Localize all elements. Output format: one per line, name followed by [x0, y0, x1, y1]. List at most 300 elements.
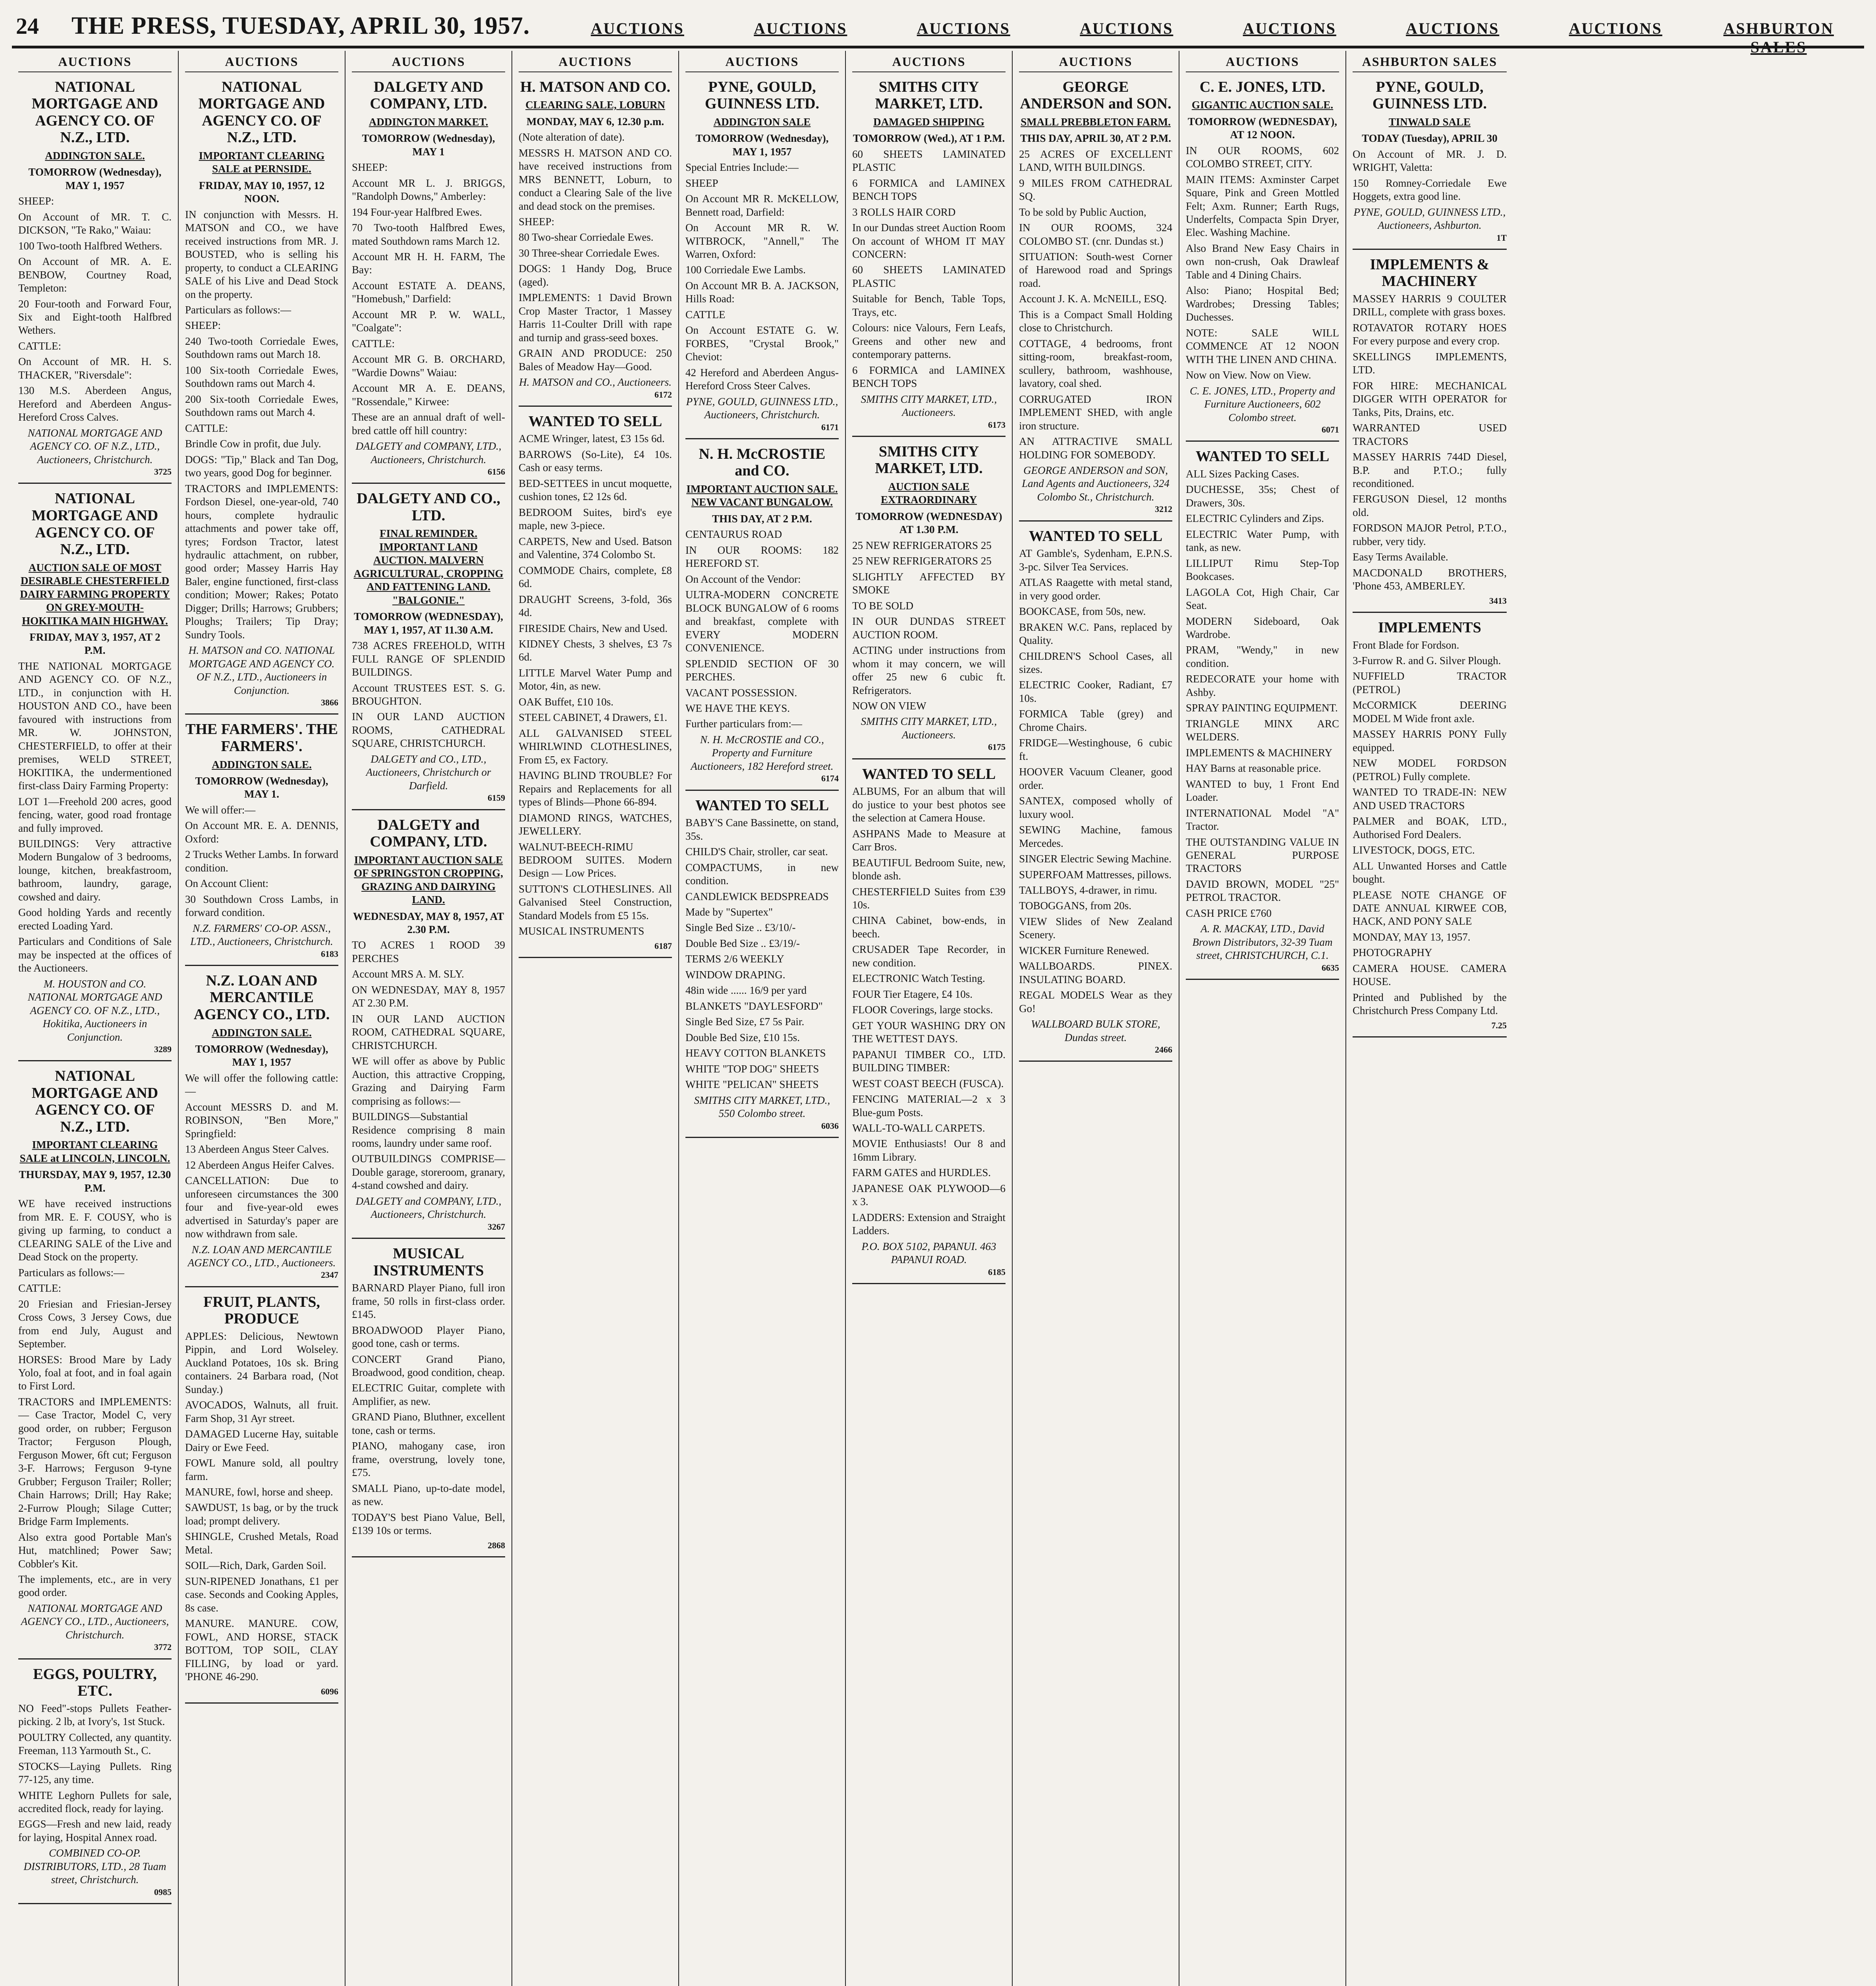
ad-text: EGGS—Fresh and new laid, ready for laying, Hospital Annex road.: [18, 1818, 172, 1843]
ad-text: Made by "Supertex": [685, 906, 773, 918]
ad-text: WALNUT-BEECH-RIMU BEDROOM SUITES. Modern Design — Low Prices.: [519, 840, 672, 879]
ad-text: Also: Piano; Hospital Bed; Wardrobes; Dressing Tables; Duchesses.: [1186, 284, 1339, 323]
ad-text: WANTED to buy, 1 Front End Loader.: [1186, 778, 1339, 804]
ad-text: ELECTRIC Cooker, Radiant, £7 10s.: [1019, 679, 1172, 704]
ad-text: 12 Aberdeen Angus Heifer Calves.: [185, 1159, 334, 1171]
ad-text: Special Entries Include:—: [685, 161, 799, 174]
advertisement: [1353, 253, 1507, 613]
ad-text: STOCKS—Laying Pullets. Ring 77-125, any time.: [18, 1760, 172, 1786]
ad-subtitle: ADDINGTON MARKET.: [369, 116, 488, 128]
ad-text: CATTLE:: [185, 422, 228, 434]
ad-signature: C. E. JONES, LTD., Property and Furniture Auctioneers, 602 Colombo street.: [1190, 384, 1335, 423]
ad-text: Account MR G. B. ORCHARD, "Wardie Downs" Waiau:: [352, 353, 505, 379]
ad-title: SMITHS CITY MARKET, LTD.: [875, 443, 983, 477]
ad-text: On Account of the Vendor:: [685, 573, 801, 585]
ad-text: 60 SHEETS LAMINATED PLASTIC: [852, 264, 1006, 289]
ad-text: CHINA Cabinet, bow-ends, in beech.: [852, 914, 1006, 940]
ad-text: In our Dundas street Auction Room On account of WHOM IT MAY CONCERN:: [852, 222, 1006, 260]
ad-text: SITUATION: South-west Corner of Harewood road and Springs road.: [1019, 250, 1172, 289]
ad-text: 30 Southdown Cross Lambs, in forward condition.: [185, 893, 338, 919]
ad-text: HEAVY COTTON BLANKETS: [685, 1047, 826, 1059]
ad-subtitle: DAMAGED SHIPPING: [873, 116, 984, 128]
ad-title: GEORGE ANDERSON and SON.: [1020, 78, 1172, 112]
ad-text: BEDROOM Suites, bird's eye maple, new 3-piece.: [519, 506, 672, 532]
ad-text: CARPETS, New and Used. Batson and Valentine, 374 Colombo St.: [519, 535, 672, 561]
ad-signature: COMBINED CO-OP. DISTRIBUTORS, LTD., 28 Tuam street, Christchurch.: [23, 1847, 166, 1886]
ad-text: TRACTORS and IMPLEMENTS:— Case Tractor, Model C, very good order, on rubber; Ferguson Tractor; Ferguson Plough, Ferguson Mower, 6ft cut; Ferguson 3-F. Harrows; Ferguson 9-tyne Grubber; Ferguson Trailer; Roller; Chain Harrows; Drill; Hay Rake; 2-Furrow Plough; Silage Cutter; Bridge Farm Implements.: [18, 1395, 172, 1528]
ad-text: CONCERT Grand Piano, Broadwood, good condition, cheap.: [352, 1353, 505, 1378]
ad-text: MUSICAL INSTRUMENTS: [519, 925, 645, 937]
ad-text: ON WEDNESDAY, MAY 8, 1957 AT 2.30 P.M.: [352, 983, 505, 1009]
ad-text: 240 Two-tooth Corriedale Ewes, Southdown rams out March 18.: [185, 335, 338, 361]
ad-text: BUILDINGS—Substantial Residence comprising 8 main rooms, laundry under same roof.: [352, 1111, 505, 1149]
ad-date: FRIDAY, MAY 10, 1957, 12 NOON.: [199, 179, 325, 205]
ad-text: WICKER Furniture Renewed.: [1019, 944, 1149, 956]
ad-text: TRACTORS and IMPLEMENTS: Fordson Diesel, one-year-old, 740 hours, complete hydraulic attachments and power take off, tyres; Fordson Tractor, latest hydraulic attachment, on rubber, good order; Massey Harris Hay Baler, engine functioned, first-class condition; Mower; Rakes; Potato Digger; Drills; Harrows; Grubbers; Ploughs; Trailers; Tip Dray; Sundry Tools.: [185, 482, 338, 641]
ad-date: THIS DAY, AT 2 P.M.: [712, 512, 812, 525]
ad-text: Single Bed Size, £7 5s Pair.: [685, 1016, 805, 1028]
ad-subtitle: AUCTION SALE EXTRAORDINARY: [880, 480, 977, 506]
ad-subtitle: SMALL PREBBLETON FARM.: [1021, 116, 1171, 128]
ad-text: IN OUR LAND AUCTION ROOMS, CATHEDRAL SQUARE, CHRISTCHURCH.: [352, 711, 505, 750]
ad-text: MESSRS H. MATSON AND CO. have received instructions from MRS BENNETT, Loburn, to conduct a Clearing Sale of the live and dead stock on the premises.: [519, 147, 672, 212]
column: [1013, 51, 1179, 1986]
advertisement: [18, 1663, 172, 1904]
advertisement: [185, 969, 338, 1287]
section-heading: AUCTIONS: [754, 19, 847, 37]
ad-reference: 2868: [488, 1540, 505, 1550]
ad-signature: P.O. BOX 5102, PAPANUI. 463 PAPANUI ROAD.: [861, 1240, 996, 1266]
ad-text: Particulars and Conditions of Sale may be inspected at the offices of the Auctioneers.: [18, 935, 172, 974]
column: [512, 51, 679, 1986]
ad-text: BEAUTIFUL Bedroom Suite, new, blonde ash.: [852, 856, 1006, 882]
ad-text: 200 Six-tooth Corriedale Ewes, Southdown rams out March 4.: [185, 393, 338, 419]
ad-text: 100 Six-tooth Corriedale Ewes, Southdown rams out March 4.: [185, 364, 338, 390]
ad-text: BRAKEN W.C. Pans, replaced by Quality.: [1019, 621, 1172, 647]
ad-signature: N.Z. FARMERS' CO-OP. ASSN., LTD., Auctioneers, Christchurch.: [190, 922, 333, 948]
ad-text: SLIGHTLY AFFECTED BY SMOKE: [852, 570, 1006, 596]
ad-text: Good holding Yards and recently erected Loading Yard.: [18, 906, 172, 932]
ad-text: GET YOUR WASHING DRY ON THE WETTEST DAYS.: [852, 1019, 1006, 1045]
ad-text: Particulars as follows:—: [185, 304, 291, 316]
ad-text: WHITE Leghorn Pullets for sale, accredited flock, ready for laying.: [18, 1789, 172, 1814]
ad-reference: 6175: [988, 742, 1006, 752]
ad-text: IN OUR DUNDAS STREET AUCTION ROOM.: [852, 615, 1006, 641]
ad-title: H. MATSON AND CO.: [520, 78, 671, 95]
ad-text: Further particulars from:—: [685, 718, 802, 730]
ad-subtitle: GIGANTIC AUCTION SALE.: [1191, 99, 1334, 111]
ad-reference: 3866: [321, 697, 338, 708]
ad-text: DUCHESSE, 35s; Chest of Drawers, 30s.: [1186, 483, 1339, 509]
ad-text: ELECTRIC Water Pump, with tank, as new.: [1186, 528, 1339, 554]
ad-text: ELECTRIC Guitar, complete with Amplifier, as new.: [352, 1382, 505, 1407]
ad-signature: NATIONAL MORTGAGE AND AGENCY CO. OF N.Z., LTD., Auctioneers, Christchurch.: [27, 427, 162, 466]
ad-text: CENTAURUS ROAD: [685, 528, 782, 541]
ad-text: FOWL Manure sold, all poultry farm.: [185, 1457, 338, 1482]
ad-text: FIRESIDE Chairs, New and Used.: [519, 622, 668, 634]
ad-text: BARNARD Player Piano, full iron frame, 50 rolls in first-class order. £145.: [352, 1282, 505, 1321]
ad-title: DALGETY AND COMPANY, LTD.: [370, 78, 487, 112]
ad-text: Account MR L. J. BRIGGS, "Randolph Downs," Amberley:: [352, 177, 505, 203]
ad-text: 20 Friesian and Friesian-Jersey Cross Cows, 3 Jersey Cows, due from end July, August and September.: [18, 1298, 172, 1350]
ad-title: NATIONAL MORTGAGE AND AGENCY CO. OF N.Z., LTD.: [198, 78, 325, 146]
ad-text: SANTEX, composed wholly of luxury wool.: [1019, 795, 1172, 820]
ad-date: TODAY (Tuesday), APRIL 30: [1362, 132, 1498, 145]
ad-text: MANURE. MANURE. COW, FOWL, AND HORSE, STACK BOTTOM, TOP SOIL, CLAY FILLING, by load or yard. 'PHONE 46-290.: [185, 1617, 338, 1683]
ad-text: Single Bed Size .. £3/10/-: [685, 922, 796, 934]
ad-text: SEWING Machine, famous Mercedes.: [1019, 824, 1172, 849]
ad-text: BABY'S Cane Bassinette, on stand, 35s.: [685, 817, 839, 842]
ad-subtitle: ADDINGTON SALE.: [212, 758, 312, 771]
ad-text: TODAY'S best Piano Value, Bell, £139 10s or terms.: [352, 1511, 505, 1537]
ad-text: IN OUR ROOMS: 182 HEREFORD ST.: [685, 544, 839, 570]
ad-reference: 6173: [988, 419, 1006, 430]
ad-title: WANTED TO SELL: [695, 797, 829, 814]
advertisement: [1019, 525, 1172, 1062]
ad-subtitle: IMPORTANT CLEARING SALE at LINCOLN, LINCOLN.: [19, 1139, 170, 1164]
ad-text: Account J. K. A. McNEILL, ESQ.: [1019, 293, 1167, 305]
ad-text: BROADWOOD Player Piano, good tone, cash or terms.: [352, 1324, 505, 1350]
section-heading: AUCTIONS: [1406, 19, 1500, 37]
column-heading: AUCTIONS: [185, 54, 338, 72]
ad-title: EGGS, POULTRY, ETC.: [33, 1665, 157, 1700]
ad-title: DALGETY and COMPANY, LTD.: [370, 816, 487, 850]
ad-title: PYNE, GOULD, GUINNESS LTD.: [1372, 78, 1487, 112]
ad-text: THE OUTSTANDING VALUE IN GENERAL PURPOSE TRACTORS: [1186, 836, 1339, 875]
ad-subtitle: ADDINGTON SALE.: [45, 149, 145, 162]
ad-text: Double Bed Size, £10 15s.: [685, 1031, 800, 1043]
ad-text: MACDONALD BROTHERS, 'Phone 453, AMBERLEY.: [1353, 566, 1507, 592]
advertisement: [352, 75, 505, 484]
ad-signature: NATIONAL MORTGAGE AND AGENCY CO., LTD., Auctioneers, Christchurch.: [21, 1602, 169, 1641]
ad-text: Front Blade for Fordson.: [1353, 639, 1459, 651]
ad-text: Account ESTATE A. DEANS, "Homebush," Darfield:: [352, 279, 505, 305]
ad-date: TOMORROW (WEDNESDAY), AT 12 NOON.: [1187, 115, 1338, 141]
ad-signature: SMITHS CITY MARKET, LTD., Auctioneers.: [861, 393, 997, 419]
ad-text: 13 Aberdeen Angus Steer Calves.: [185, 1143, 329, 1155]
ad-text: SAWDUST, 1s bag, or by the truck load; prompt delivery.: [185, 1501, 338, 1527]
ad-text: WHITE "PELICAN" SHEETS: [685, 1078, 819, 1091]
ad-text: THE NATIONAL MORTGAGE AND AGENCY CO. OF N.Z., LTD., in conjunction with H. HOUSTON AND CO., have been favoured with instructions from MR. W. JOHNSTON, CHESTERFIELD, to offer at their premises, WELD STREET, HOKITIKA, the undermentioned first-class Dairy Farming Property:: [18, 660, 172, 792]
ad-date: FRIDAY, MAY 3, 1957, AT 2 P.M.: [29, 631, 160, 657]
ad-reference: 0985: [154, 1887, 172, 1897]
ad-text: MASSEY HARRIS 9 COULTER DRILL, complete with grass boxes.: [1353, 292, 1507, 318]
ad-text: BLANKETS "DAYLESFORD": [685, 1000, 823, 1012]
ad-text: GRAND Piano, Bluthner, excellent tone, cash or terms.: [352, 1411, 505, 1436]
ad-subtitle: CLEARING SALE, LOBURN: [525, 99, 665, 111]
ad-text: WALLBOARDS. PINEX. INSULATING BOARD.: [1019, 960, 1172, 985]
ad-title: N.Z. LOAN AND MERCANTILE AGENCY CO., LTD.: [193, 972, 330, 1023]
ad-text: 3-Furrow R. and G. Silver Plough.: [1353, 655, 1501, 667]
advertisement: [1353, 75, 1507, 250]
ad-text: IN conjunction with Messrs. H. MATSON and CO., we have received instructions from MR. J. BOUSTED, who is selling his property, to conduct a CLEARING SALE of his Live and Dead Stock on the property.: [185, 208, 338, 300]
ad-text: FLOOR Coverings, large stocks.: [852, 1004, 993, 1016]
ad-text: OUTBUILDINGS COMPRISE—Double garage, storeroom, granary, 4-stand cowshed and dairy.: [352, 1153, 505, 1192]
advertisement: [18, 487, 172, 1061]
column: [12, 51, 179, 1986]
ad-text: BED-SETTEES in uncut moquette, cushion tones, £2 12s 6d.: [519, 477, 672, 503]
ad-text: TALLBOYS, 4-drawer, in rimu.: [1019, 884, 1157, 896]
column: [345, 51, 512, 1986]
ad-text: To be sold by Public Auction,: [1019, 206, 1146, 218]
ad-text: On Account of MR. H. S. THACKER, "Riversdale":: [18, 355, 172, 381]
ad-text: BARROWS (So-Lite), £4 10s. Cash or easy terms.: [519, 448, 672, 474]
ad-text: COTTAGE, 4 bedrooms, front sitting-room, breakfast-room, scullery, bathroom, washhouse, lavatory, coal shed.: [1019, 337, 1172, 390]
column-heading: AUCTIONS: [852, 54, 1006, 72]
ad-text: PIANO, mahogany case, iron frame, overstrung, lovely tone, £75.: [352, 1440, 505, 1479]
ad-reference: 2347: [321, 1270, 338, 1280]
ad-text: TO ACRES 1 ROOD 39 PERCHES: [352, 939, 505, 964]
advertisement: [352, 1242, 505, 1557]
ad-text: 6 FORMICA and LAMINEX BENCH TOPS: [852, 177, 1006, 203]
ad-reference: 3772: [154, 1642, 172, 1652]
ad-text: 194 Four-year Halfbred Ewes.: [352, 206, 482, 218]
ad-title: N. H. McCROSTIE and CO.: [699, 445, 826, 479]
ad-reference: 3212: [1155, 504, 1172, 514]
ad-text: 80 Two-shear Corriedale Ewes.: [519, 231, 654, 243]
ad-subtitle: ADDINGTON SALE.: [212, 1026, 312, 1039]
ad-text: (Note alteration of date).: [519, 131, 625, 143]
ad-text: Now on View. Now on View.: [1186, 369, 1311, 381]
ad-title: WANTED TO SELL: [1029, 527, 1163, 545]
ad-text: IN OUR LAND AUCTION ROOM, CATHEDRAL SQUARE, CHRISTCHURCH.: [352, 1012, 505, 1051]
advertisement: [18, 75, 172, 484]
ad-text: WE will offer as above by Public Auction, this attractive Cropping, Grazing and Dairying Farm comprising as follows:—: [352, 1055, 505, 1107]
section-heading: AUCTIONS: [1080, 19, 1173, 37]
ad-subtitle: ADDINGTON SALE: [713, 116, 811, 128]
ad-text: Easy Terms Available.: [1353, 551, 1448, 563]
ad-text: NOW ON VIEW: [852, 700, 926, 712]
ad-text: CHILD'S Chair, stroller, car seat.: [685, 846, 828, 858]
ad-text: On Account of MR. A. E. BENBOW, Courtney Road, Templeton:: [18, 255, 172, 294]
advertisement: [685, 75, 839, 439]
ad-text: ALL Unwanted Horses and Cattle bought.: [1353, 860, 1507, 885]
ad-text: HAVING BLIND TROUBLE? For Repairs and Replacements for all types of Blinds—Phone 66-894.: [519, 769, 672, 808]
ad-text: LAGOLA Cot, High Chair, Car Seat.: [1186, 586, 1339, 612]
ad-text: LOT 1—Freehold 200 acres, good fencing, water, good road frontage and fully improved.: [18, 795, 172, 834]
newspaper-title: THE PRESS, TUESDAY, APRIL 30, 1957.: [71, 12, 530, 39]
ad-reference: 3413: [1489, 595, 1507, 606]
ad-text: PLEASE NOTE CHANGE OF DATE ANNUAL KIRWEE COB, HACK, AND PONY SALE: [1353, 889, 1507, 927]
ad-text: TRIANGLE MINX ARC WELDERS.: [1186, 717, 1339, 743]
ad-text: MASSEY HARRIS PONY Fully equipped.: [1353, 728, 1507, 753]
ad-text: Account TRUSTEES EST. S. G. BROUGHTON.: [352, 682, 505, 707]
ad-text: ULTRA-MODERN CONCRETE BLOCK BUNGALOW of 6 rooms and breakfast, complete with EVERY MODERN CONVENIENCE.: [685, 589, 839, 654]
ad-signature: DALGETY and CO., LTD., Auctioneers, Christchurch or Darfield.: [366, 753, 491, 792]
ad-text: COMMODE Chairs, complete, £8 6d.: [519, 564, 672, 590]
column: [846, 51, 1013, 1986]
ad-text: ALL Sizes Packing Cases.: [1186, 468, 1299, 480]
ad-text: SHINGLE, Crushed Metals, Road Metal.: [185, 1530, 338, 1556]
ad-text: VIEW Slides of New Zealand Scenery.: [1019, 915, 1172, 941]
ad-text: Particulars as follows:—: [18, 1266, 124, 1279]
advertisement: [852, 75, 1006, 437]
ad-text: Account MR P. W. WALL, "Coalgate":: [352, 308, 505, 334]
ad-reference: 3725: [154, 467, 172, 477]
advertisement: [685, 442, 839, 791]
ad-reference: 1T: [1496, 232, 1507, 243]
column-heading: ASHBURTON SALES: [1353, 54, 1507, 72]
ad-text: We will offer:—: [185, 804, 256, 816]
ad-text: IN OUR ROOMS, 602 COLOMBO STREET, CITY.: [1186, 144, 1339, 170]
ad-reference: 6183: [321, 949, 338, 959]
ad-text: DOGS: 1 Handy Dog, Bruce (aged).: [519, 263, 672, 288]
ad-date: TOMORROW (Wednesday), MAY 1, 1957: [28, 166, 162, 191]
ad-text: MASSEY HARRIS 744D Diesel, B.P. and P.T.O.; fully reconditioned.: [1353, 451, 1507, 489]
ad-text: 100 Two-tooth Halfbred Wethers.: [18, 240, 162, 252]
ad-text: MAIN ITEMS: Axminster Carpet Square, Pink and Green Mottled Felt; Axm. Runner; Earth Rugs, Underfelts, Compacta Spin Dryer, Elec. Washing Machine.: [1186, 173, 1339, 239]
ad-text: ROTAVATOR ROTARY HOES For every purpose and every crop.: [1353, 321, 1507, 347]
ad-text: SOIL—Rich, Dark, Garden Soil.: [185, 1559, 326, 1572]
ad-text: REDECORATE your home with Ashby.: [1186, 673, 1339, 698]
ad-text: Account MR H. H. FARM, The Bay:: [352, 250, 505, 276]
ad-text: SHEEP:: [185, 319, 221, 332]
ad-text: WE have received instructions from MR. E. F. COUSY, who is giving up farming, to conduct a CLEARING SALE of the Live and Dead Stock on the property.: [18, 1198, 172, 1263]
ad-reference: 6635: [1322, 962, 1339, 973]
ad-text: PRAM, "Wendy," in new condition.: [1186, 644, 1339, 669]
ad-text: HAY Barns at reasonable price.: [1186, 762, 1321, 775]
ad-signature: WALLBOARD BULK STORE, Dundas street.: [1031, 1018, 1160, 1043]
column: [1179, 51, 1346, 1986]
ad-title: SMITHS CITY MARKET, LTD.: [875, 78, 983, 112]
ad-text: 3 ROLLS HAIR CORD: [852, 206, 956, 218]
ad-text: 130 M.S. Aberdeen Angus, Hereford and Aberdeen Angus-Hereford Cross Calves.: [18, 384, 172, 423]
ad-text: WANTED TO TRADE-IN: NEW AND USED TRACTORS: [1353, 786, 1507, 811]
advertisement: [352, 487, 505, 810]
ad-subtitle: IMPORTANT CLEARING SALE at PERNSIDE.: [199, 149, 325, 175]
ad-text: Also extra good Portable Man's Hut, matchlined; Power Saw; Cobbler's Kit.: [18, 1531, 172, 1570]
ad-text: INTERNATIONAL Model "A" Tractor.: [1186, 807, 1339, 833]
ad-text: WEST COAST BEECH (FUSCA).: [852, 1077, 1004, 1090]
ad-text: CATTLE:: [18, 1282, 61, 1294]
ad-text: FORDSON MAJOR Petrol, P.T.O., rubber, very tidy.: [1353, 522, 1507, 547]
ad-text: ALBUMS, For an album that will do justice to your best photos see the selection at Camera House.: [852, 785, 1006, 824]
advertisement: [685, 794, 839, 1138]
advertisement: [1353, 616, 1507, 1037]
ad-text: LILLIPUT Rimu Step-Top Bookcases.: [1186, 557, 1339, 583]
ad-text: FERGUSON Diesel, 12 months old.: [1353, 493, 1507, 518]
advertisement: [1186, 445, 1339, 980]
ad-text: REGAL MODELS Wear as they Go!: [1019, 989, 1172, 1014]
ad-text: NO Feed"-stops Pullets Feather-picking. 2 lb, at Ivory's, 1st Stuck.: [18, 1702, 172, 1728]
ad-text: Account MESSRS D. and M. ROBINSON, "Ben More," Springfield:: [185, 1101, 338, 1140]
ad-text: SKELLINGS IMPLEMENTS, LTD.: [1353, 350, 1507, 376]
ad-text: CASH PRICE £760: [1186, 907, 1272, 919]
ad-subtitle: IMPORTANT AUCTION SALE OF SPRINGSTON CROPPING, GRAZING AND DAIRYING LAND.: [354, 854, 503, 906]
ad-date: TOMORROW (Wednesday), MAY 1, 1957: [695, 132, 829, 158]
ad-signature: GEORGE ANDERSON and SON, Land Agents and Auctioneers, 324 Colombo St., Christchurch.: [1022, 464, 1170, 503]
ad-text: DAVID BROWN, MODEL "25" PETROL TRACTOR.: [1186, 878, 1339, 904]
ad-signature: M. HOUSTON and CO. NATIONAL MORTGAGE AND AGENCY CO. OF N.Z., LTD., Hokitika, Auctioneers in Conjunction.: [27, 978, 162, 1043]
ad-text: IN OUR ROOMS, 324 COLOMBO ST. (cnr. Dundas st.): [1019, 222, 1172, 247]
ad-date: TOMORROW (WEDNESDAY), MAY 1, 1957, AT 11.30 A.M.: [353, 610, 504, 636]
advertisement: [1186, 75, 1339, 442]
ad-date: MONDAY, MAY 6, 12.30 p.m.: [526, 115, 664, 128]
ad-text: DOGS: "Tip," Black and Tan Dog, two years, good Dog for beginner.: [185, 453, 338, 479]
ad-text: KIDNEY Chests, 3 shelves, £3 7s 6d.: [519, 638, 672, 663]
ad-signature: DALGETY and COMPANY, LTD., Auctioneers, Christchurch.: [355, 440, 502, 466]
ad-text: Also Brand New Easy Chairs in own non-crush, Oak Drawleaf Table and 4 Dining Chairs.: [1186, 242, 1339, 281]
ad-signature: SMITHS CITY MARKET, LTD., 550 Colombo street.: [694, 1094, 830, 1120]
ad-text: MODERN Sideboard, Oak Wardrobe.: [1186, 615, 1339, 640]
ad-text: POULTRY Collected, any quantity. Freeman, 113 Yarmouth St., C.: [18, 1731, 172, 1757]
ad-reference: 3289: [154, 1044, 172, 1055]
ad-text: SUPERFOAM Mattresses, pillows.: [1019, 868, 1172, 881]
advertisement: [519, 410, 672, 958]
ad-signature: N. H. McCROSTIE and CO., Property and Furniture Auctioneers, 182 Hereford street.: [691, 733, 834, 772]
ad-date: TOMORROW (Wednesday), MAY 1: [362, 132, 495, 158]
ad-subtitle: TINWALD SALE: [1388, 116, 1471, 128]
ad-title: THE FARMERS'. THE FARMERS'.: [185, 721, 338, 755]
advertisement: [519, 75, 672, 407]
ad-text: VACANT POSSESSION.: [685, 686, 797, 699]
ad-text: SHEEP:: [18, 195, 54, 207]
ad-text: CORRUGATED IRON IMPLEMENT SHED, with angle iron structure.: [1019, 393, 1172, 432]
ad-text: CRUSADER Tape Recorder, in new condition.: [852, 943, 1006, 969]
ad-text: ACTING under instructions from whom it may concern, we will offer 25 new 6 cubic ft. Refrigerators.: [852, 644, 1006, 696]
ad-text: ASHPANS Made to Measure at Carr Bros.: [852, 827, 1006, 853]
column-heading: AUCTIONS: [1186, 54, 1339, 72]
ad-date: TOMORROW (Wednesday), MAY 1, 1957: [195, 1043, 328, 1068]
ad-text: SINGER Electric Sewing Machine.: [1019, 853, 1172, 865]
section-heading: AUCTIONS: [917, 19, 1010, 37]
ad-signature: PYNE, GOULD, GUINNESS LTD., Auctioneers, Ashburton.: [1353, 206, 1506, 232]
ad-reference: 6171: [821, 422, 839, 432]
ad-text: 2 Trucks Wether Lambs. In forward condition.: [185, 848, 338, 874]
advertisement: [852, 763, 1006, 1284]
ad-reference: 7.25: [1491, 1020, 1507, 1030]
ad-text: OAK Buffet, £10 10s.: [519, 695, 614, 708]
ad-reference: 6187: [654, 941, 672, 951]
ad-text: IMPLEMENTS: 1 David Brown Crop Master Tractor, 1 Massey Harris 11-Coulter Drill with rape and turnip and grass-seed boxes.: [519, 292, 672, 344]
ad-text: On Account MR R. W. WITBROCK, "Annell," The Warren, Oxford:: [685, 222, 839, 260]
ad-text: PALMER and BOAK, LTD., Authorised Ford Dealers.: [1353, 815, 1507, 840]
ad-text: NOTE: SALE WILL COMMENCE AT 12 NOON WITH THE LINEN AND CHINA.: [1186, 326, 1339, 365]
ad-reference: 6156: [488, 467, 505, 477]
masthead: [12, 12, 1864, 56]
ad-title: DALGETY AND CO., LTD.: [357, 490, 500, 524]
ad-text: CANCELLATION: Due to unforeseen circumstances the 300 four and five-year-old ewes advertised in Saturday's paper are now withdrawn from sale.: [185, 1175, 338, 1240]
ad-text: On Account Client:: [185, 877, 268, 890]
ad-text: 20 Four-tooth and Forward Four, Six and Eight-tooth Halfbred Wethers.: [18, 298, 172, 336]
ad-text: DIAMOND RINGS, WATCHES, JEWELLERY.: [519, 811, 672, 837]
column: [679, 51, 846, 1986]
ad-text: AN ATTRACTIVE SMALL HOLDING FOR SOMEBODY.: [1019, 435, 1172, 461]
ad-signature: N.Z. LOAN AND MERCANTILE AGENCY CO., LTD., Auctioneers.: [187, 1243, 336, 1269]
ad-text: FORMICA Table (grey) and Chrome Chairs.: [1019, 708, 1172, 733]
ad-reference: 6172: [654, 389, 672, 400]
ad-text: 42 Hereford and Aberdeen Angus-Hereford Cross Steer Calves.: [685, 366, 839, 392]
ad-reference: 6071: [1322, 425, 1339, 435]
ad-text: Double Bed Size .. £3/19/-: [685, 937, 800, 949]
ad-text: LITTLE Marvel Water Pump and Motor, 4in, as new.: [519, 667, 672, 692]
ad-text: Account MRS A. M. SLY.: [352, 968, 464, 980]
ad-text: Colours: nice Valours, Fern Leafs, Greens and other new and contemporary patterns.: [852, 322, 1006, 361]
ad-title: PYNE, GOULD, GUINNESS LTD.: [705, 78, 819, 112]
ad-text: SMALL Piano, up-to-date model, as new.: [352, 1482, 505, 1508]
ad-text: PAPANUI TIMBER CO., LTD. BUILDING TIMBER:: [852, 1048, 1006, 1074]
ad-text: Suitable for Bench, Table Tops, Trays, etc.: [852, 293, 1006, 318]
column-heading: AUCTIONS: [352, 54, 505, 72]
ad-text: IMPLEMENTS & MACHINERY: [1186, 746, 1333, 759]
advertisement: [185, 1291, 338, 1704]
section-heading: AUCTIONS: [1243, 19, 1336, 37]
ad-text: JAPANESE OAK PLYWOOD—6 x 3.: [852, 1182, 1006, 1208]
ad-text: We will offer the following cattle:—: [185, 1072, 338, 1097]
ad-text: PHOTOGRAPHY: [1353, 947, 1432, 959]
ad-title: FRUIT, PLANTS, PRODUCE: [203, 1293, 320, 1327]
ad-date: THIS DAY, APRIL 30, AT 2 P.M.: [1020, 132, 1172, 145]
